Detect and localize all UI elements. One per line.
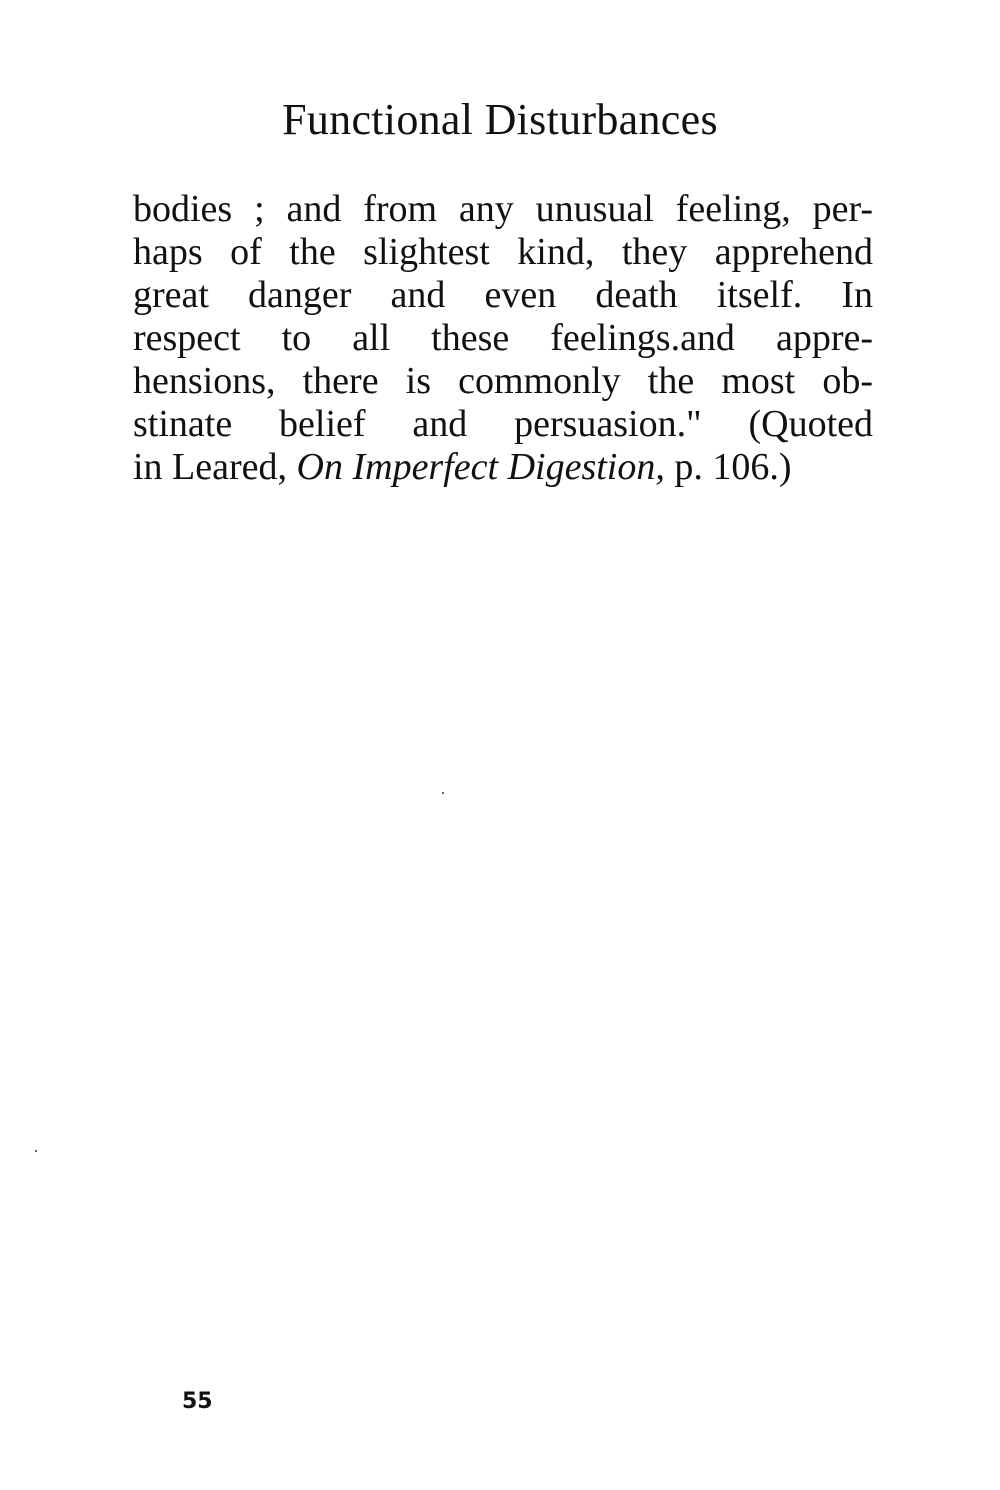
text-line-2: haps of the slightest kind, they apprehend <box>133 231 873 273</box>
cited-book-title: On Imperfect Digestion, <box>296 446 665 488</box>
page-number: 55 <box>182 1389 213 1414</box>
citation-prefix: in Leared, <box>133 446 297 488</box>
running-head-title: Functional Disturbances <box>282 95 718 144</box>
text-line-1: bodies ; and from any unusual feeling, per- <box>133 188 873 230</box>
body-paragraph <box>133 188 873 489</box>
text-line-4: respect to all these feelings.and appre- <box>133 317 873 359</box>
text-line-3: great danger and even death itself. In <box>133 274 873 316</box>
scan-speck <box>35 1150 37 1152</box>
text-line-5: hensions, there is commonly the most ob- <box>133 360 873 402</box>
citation-suffix: p. 106.) <box>664 446 792 488</box>
text-line-6: stinate belief and persuasion." (Quoted <box>133 403 873 445</box>
text-line-7 <box>133 446 873 489</box>
scan-speck <box>442 792 444 794</box>
